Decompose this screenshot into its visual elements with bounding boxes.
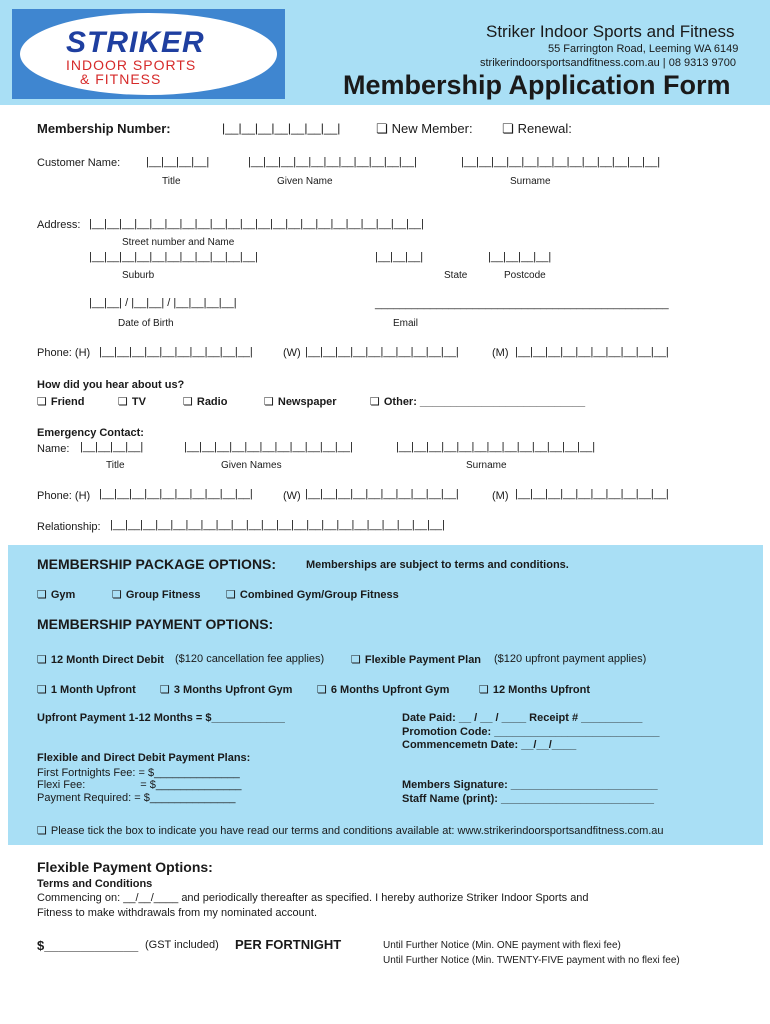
state-field[interactable]: |__|__|__| bbox=[375, 251, 424, 263]
emergency-surname-field[interactable]: |__|__|__|__|__|__|__|__|__|__|__|__|__| bbox=[396, 441, 596, 453]
phone-home-label: Phone: (H) bbox=[37, 347, 91, 359]
phone-mobile-field[interactable]: |__|__|__|__|__|__|__|__|__|__| bbox=[515, 346, 669, 358]
surname-caption: Surname bbox=[510, 176, 551, 187]
emergency-phone-mobile-label: (M) bbox=[492, 490, 509, 502]
payment-heading: MEMBERSHIP PAYMENT OPTIONS: bbox=[37, 616, 274, 632]
package-heading: MEMBERSHIP PACKAGE OPTIONS: bbox=[37, 556, 277, 572]
hear-tv-checkbox[interactable]: ❏ TV bbox=[118, 395, 146, 408]
emergency-phone-work-label: (W) bbox=[283, 490, 301, 502]
membership-number-field[interactable]: |__|__|__|__|__|__|__| bbox=[222, 121, 341, 135]
renewal-checkbox[interactable]: ❏ Renewal: bbox=[502, 121, 572, 137]
dob-field[interactable]: |__|__| / |__|__| / |__|__|__|__| bbox=[89, 297, 237, 309]
commencement-date-field[interactable]: Commencemetn Date: __/__/____ bbox=[402, 739, 577, 751]
customer-given-field[interactable]: |__|__|__|__|__|__|__|__|__|__|__| bbox=[248, 156, 417, 168]
gst-note: (GST included) bbox=[145, 939, 219, 951]
commencing-text: Commencing on: __/__/____ and periodically thereafter as specified. I hereby authorize Striker Indoor Sports and bbox=[37, 892, 589, 904]
emergency-phone-home-field[interactable]: |__|__|__|__|__|__|__|__|__|__| bbox=[99, 488, 253, 500]
flex-plans-heading: Flexible and Direct Debit Payment Plans: bbox=[37, 752, 251, 764]
upfront-1-month-checkbox[interactable]: ❏ 1 Month Upfront bbox=[37, 683, 136, 696]
postcode-caption: Postcode bbox=[504, 270, 546, 281]
promotion-code-field[interactable]: Promotion Code: ___________________________ bbox=[402, 726, 660, 738]
emergency-name-label: Name: bbox=[37, 443, 70, 455]
no-flexi-fee-option-note: Until Further Notice (Min. TWENTY-FIVE payment with no flexi fee) bbox=[383, 955, 680, 966]
phone-home-field[interactable]: |__|__|__|__|__|__|__|__|__|__| bbox=[99, 346, 253, 358]
state-caption: State bbox=[444, 270, 468, 281]
logo-text-indoor: INDOOR SPORTS bbox=[66, 57, 197, 73]
package-combined-checkbox[interactable]: ❏ Combined Gym/Group Fitness bbox=[226, 588, 399, 601]
customer-surname-field[interactable]: |__|__|__|__|__|__|__|__|__|__|__|__|__| bbox=[461, 156, 661, 168]
suburb-caption: Suburb bbox=[122, 270, 155, 281]
customer-title-field[interactable]: |__|__|__|__| bbox=[146, 156, 210, 168]
staff-name-field[interactable]: Staff Name (print): _________________________ bbox=[402, 793, 654, 805]
phone-work-field[interactable]: |__|__|__|__|__|__|__|__|__|__| bbox=[305, 346, 459, 358]
emergency-title-caption: Title bbox=[106, 460, 125, 471]
emergency-heading: Emergency Contact: bbox=[37, 427, 144, 439]
relationship-label: Relationship: bbox=[37, 521, 101, 533]
per-fortnight-label: PER FORTNIGHT bbox=[235, 937, 342, 952]
emergency-given-caption: Given Names bbox=[221, 460, 282, 471]
flexible-plan-note: ($120 upfront payment applies) bbox=[494, 653, 647, 665]
company-web-phone: strikerindoorsportsandfitness.com.au | 08 9313 9700 bbox=[480, 57, 737, 69]
email-caption: Email bbox=[393, 318, 419, 329]
phone-mobile-label: (M) bbox=[492, 347, 509, 359]
emergency-phone-home-label: Phone: (H) bbox=[37, 490, 91, 502]
street-caption: Street number and Name bbox=[122, 237, 235, 248]
dob-caption: Date of Birth bbox=[118, 318, 174, 329]
hear-friend-checkbox[interactable]: ❏ Friend bbox=[37, 395, 85, 408]
package-group-fitness-checkbox[interactable]: ❏ Group Fitness bbox=[112, 588, 200, 601]
upfront-6-months-checkbox[interactable]: ❏ 6 Months Upfront Gym bbox=[317, 683, 449, 696]
emergency-phone-mobile-field[interactable]: |__|__|__|__|__|__|__|__|__|__| bbox=[515, 488, 669, 500]
company-name: Striker Indoor Sports and Fitness bbox=[486, 22, 735, 41]
customer-name-label: Customer Name: bbox=[37, 157, 121, 169]
logo-text-striker: STRIKER bbox=[66, 26, 205, 59]
upfront-3-months-checkbox[interactable]: ❏ 3 Months Upfront Gym bbox=[160, 683, 292, 696]
flexi-fee-option-note: Until Further Notice (Min. ONE payment with flexi fee) bbox=[383, 940, 621, 951]
flexible-plan-checkbox[interactable]: ❏ Flexible Payment Plan bbox=[351, 653, 481, 666]
emergency-title-field[interactable]: |__|__|__|__| bbox=[80, 441, 144, 453]
relationship-field[interactable]: |__|__|__|__|__|__|__|__|__|__|__|__|__|__|__|__|__|__|__|__|__|__| bbox=[110, 519, 445, 531]
direct-debit-note: ($120 cancellation fee applies) bbox=[175, 653, 325, 665]
suburb-field[interactable]: |__|__|__|__|__|__|__|__|__|__|__| bbox=[89, 251, 258, 263]
emergency-given-field[interactable]: |__|__|__|__|__|__|__|__|__|__|__| bbox=[184, 441, 353, 453]
hear-newspaper-checkbox[interactable]: ❏ Newspaper bbox=[264, 395, 337, 408]
terms-read-checkbox[interactable]: ❏ Please tick the box to indicate you have read our terms and conditions available at: www.strikerindoorsportsandfitness.com.au bbox=[37, 824, 664, 837]
address-label: Address: bbox=[37, 219, 81, 231]
hear-radio-checkbox[interactable]: ❏ Radio bbox=[183, 395, 227, 408]
membership-number-label: Membership Number: bbox=[37, 121, 171, 136]
flexi-fee-field[interactable]: Flexi Fee: = $______________ bbox=[37, 779, 242, 791]
emergency-phone-work-field[interactable]: |__|__|__|__|__|__|__|__|__|__| bbox=[305, 488, 459, 500]
logo-text-fitness: & FITNESS bbox=[80, 71, 162, 87]
direct-debit-checkbox[interactable]: ❏ 12 Month Direct Debit bbox=[37, 653, 164, 666]
title-caption: Title bbox=[162, 176, 181, 187]
email-field[interactable]: ________________________________________________ bbox=[375, 298, 669, 310]
terms-heading: Terms and Conditions bbox=[37, 878, 153, 890]
postcode-field[interactable]: |__|__|__|__| bbox=[488, 251, 552, 263]
date-paid-field[interactable]: Date Paid: __ / __ / ____ Receipt # __________ bbox=[402, 712, 643, 724]
phone-work-label: (W) bbox=[283, 347, 301, 359]
authorize-text: Fitness to make withdrawals from my nominated account. bbox=[37, 907, 318, 919]
payment-required-field[interactable]: Payment Required: = $______________ bbox=[37, 792, 236, 804]
emergency-surname-caption: Surname bbox=[466, 460, 507, 471]
new-member-checkbox[interactable]: ❏ New Member: bbox=[376, 121, 473, 137]
street-field[interactable]: |__|__|__|__|__|__|__|__|__|__|__|__|__|__|__|__|__|__|__|__|__|__| bbox=[89, 218, 424, 230]
upfront-12-months-checkbox[interactable]: ❏ 12 Months Upfront bbox=[479, 683, 590, 696]
hear-other-checkbox[interactable]: ❏ Other: ___________________________ bbox=[370, 395, 585, 408]
flexible-options-heading: Flexible Payment Options: bbox=[37, 859, 213, 875]
member-signature-field[interactable]: Members Signature: ________________________ bbox=[402, 779, 658, 791]
hear-question: How did you hear about us? bbox=[37, 379, 185, 391]
package-gym-checkbox[interactable]: ❏ Gym bbox=[37, 588, 75, 601]
package-note: Memberships are subject to terms and conditions. bbox=[306, 559, 569, 571]
given-name-caption: Given Name bbox=[277, 176, 333, 187]
company-address: 55 Farrington Road, Leeming WA 6149 bbox=[548, 43, 739, 55]
form-title: Membership Application Form bbox=[343, 70, 731, 100]
first-fortnight-fee-field[interactable]: First Fortnights Fee: = $______________ bbox=[37, 767, 240, 779]
upfront-payment-field[interactable]: Upfront Payment 1-12 Months = $____________ bbox=[37, 712, 285, 724]
fortnight-amount-field[interactable]: $_____________ bbox=[37, 938, 139, 953]
